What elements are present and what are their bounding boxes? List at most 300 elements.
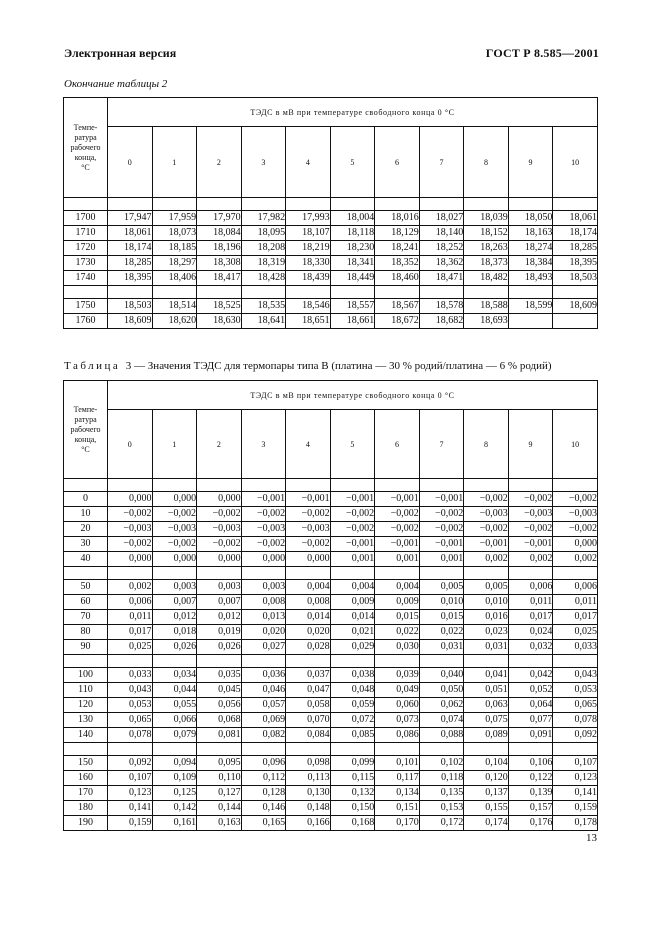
spacer-cell (419, 198, 464, 211)
spacer-cell (286, 286, 331, 299)
temperature-header-text: Темпе- ратура рабочего конца, °С (70, 404, 101, 454)
spacer-cell (419, 479, 464, 492)
emf-value-cell: 18,672 (375, 314, 420, 329)
emf-value-cell: 0,004 (375, 580, 420, 595)
temperature-cell: 1720 (64, 241, 108, 256)
column-header: 9 (508, 127, 553, 198)
emf-value-cell: 18,503 (553, 271, 598, 286)
emf-value-cell: 0,045 (197, 683, 242, 698)
emf-value-cell: 0,055 (152, 698, 197, 713)
spacer-cell (553, 655, 598, 668)
emf-value-cell: −0,002 (108, 507, 153, 522)
emf-value-cell: 0,005 (419, 580, 464, 595)
emf-value-cell: 0,174 (464, 816, 509, 831)
emf-value-cell: 18,095 (241, 226, 286, 241)
emf-value-cell: 0,107 (553, 756, 598, 771)
emf-value-cell: 0,022 (419, 625, 464, 640)
temperature-cell: 110 (64, 683, 108, 698)
emf-value-cell: 0,049 (375, 683, 420, 698)
emf-value-cell: 0,000 (152, 492, 197, 507)
emf-value-cell: −0,001 (508, 537, 553, 552)
spacer-cell (508, 286, 553, 299)
emf-value-cell: 0,139 (508, 786, 553, 801)
emf-value-cell: 0,072 (330, 713, 375, 728)
temperature-header-text: Темпе- ратура рабочего конца, °С (70, 122, 101, 172)
emf-value-cell: 0,052 (508, 683, 553, 698)
table-row (64, 625, 598, 640)
emf-value-cell: 0,024 (508, 625, 553, 640)
spacer-cell (64, 743, 108, 756)
emf-value-cell: 0,113 (286, 771, 331, 786)
emf-value-cell: −0,002 (330, 522, 375, 537)
column-header: 0 (108, 410, 153, 479)
temperature-cell: 1760 (64, 314, 108, 329)
column-header: 2 (197, 127, 242, 198)
emf-value-cell: 0,165 (241, 816, 286, 831)
spacer-cell (508, 479, 553, 492)
emf-value-cell: 0,017 (108, 625, 153, 640)
spacer-cell (286, 479, 331, 492)
spacer-cell (375, 286, 420, 299)
emf-value-cell: −0,001 (419, 492, 464, 507)
emf-value-cell: −0,002 (286, 507, 331, 522)
emf-value-cell: 0,058 (286, 698, 331, 713)
emf-value-cell: 0,170 (375, 816, 420, 831)
emf-value-cell: 0,123 (108, 786, 153, 801)
emf-value-cell: 0,009 (330, 595, 375, 610)
emf-value-cell: 18,174 (108, 241, 153, 256)
emf-value-cell: 0,025 (108, 640, 153, 655)
emf-value-cell: 0,120 (464, 771, 509, 786)
emf-value-cell: 0,088 (419, 728, 464, 743)
emf-value-cell: 0,065 (553, 698, 598, 713)
emf-span-header: ТЭДС в мВ при температуре свободного конца 0 °С (108, 98, 598, 127)
spacer-cell (508, 743, 553, 756)
emf-value-cell: 0,075 (464, 713, 509, 728)
emf-value-cell: 0,046 (241, 683, 286, 698)
emf-value-cell: 18,285 (108, 256, 153, 271)
spacer-cell (330, 198, 375, 211)
emf-value-cell: 18,004 (330, 211, 375, 226)
emf-value-cell: 0,016 (464, 610, 509, 625)
emf-value-cell: 18,417 (197, 271, 242, 286)
table-row (64, 713, 598, 728)
spacer-cell (330, 743, 375, 756)
temperature-cell: 1700 (64, 211, 108, 226)
spacer-cell (330, 567, 375, 580)
emf-value-cell: −0,001 (375, 537, 420, 552)
emf-value-cell: 18,525 (197, 299, 242, 314)
emf-value-cell: 0,153 (419, 801, 464, 816)
emf-value-cell: 18,578 (419, 299, 464, 314)
emf-value-cell: 0,020 (286, 625, 331, 640)
spacer-cell (330, 286, 375, 299)
table-row (64, 211, 598, 226)
emf-value-cell: 0,038 (330, 668, 375, 683)
emf-value-cell: 0,017 (553, 610, 598, 625)
emf-value-cell: 0,053 (553, 683, 598, 698)
emf-value-cell: 18,308 (197, 256, 242, 271)
emf-value-cell: 0,095 (197, 756, 242, 771)
temperature-cell: 60 (64, 595, 108, 610)
emf-value-cell: 18,406 (152, 271, 197, 286)
emf-value-cell: −0,003 (286, 522, 331, 537)
spacer-cell (64, 198, 108, 211)
emf-value-cell: 0,150 (330, 801, 375, 816)
column-header: 7 (419, 410, 464, 479)
emf-value-cell: 0,092 (108, 756, 153, 771)
emf-value-cell: 0,036 (241, 668, 286, 683)
emf-value-cell: 0,115 (330, 771, 375, 786)
emf-value-cell: 0,159 (553, 801, 598, 816)
emf-value-cell: −0,001 (330, 537, 375, 552)
group-spacer-row (64, 567, 598, 580)
emf-value-cell: 0,030 (375, 640, 420, 655)
temperature-cell: 180 (64, 801, 108, 816)
table2-emf-values (63, 97, 598, 329)
emf-value-cell: 18,693 (464, 314, 509, 329)
column-header: 8 (464, 127, 509, 198)
emf-value-cell: 0,057 (241, 698, 286, 713)
page-number: 13 (586, 832, 597, 844)
emf-value-cell: 18,084 (197, 226, 242, 241)
emf-value-cell: 18,107 (286, 226, 331, 241)
spacer-cell (508, 655, 553, 668)
emf-value-cell: 18,620 (152, 314, 197, 329)
emf-value-cell: 0,059 (330, 698, 375, 713)
column-header: 3 (241, 410, 286, 479)
table-row (64, 522, 598, 537)
emf-value-cell: 18,609 (108, 314, 153, 329)
emf-value-cell: 0,031 (464, 640, 509, 655)
temperature-cell: 10 (64, 507, 108, 522)
emf-value-cell: 18,439 (286, 271, 331, 286)
table-row (64, 507, 598, 522)
emf-value-cell: 0,010 (464, 595, 509, 610)
emf-value-cell: 0,000 (152, 552, 197, 567)
temperature-cell: 0 (64, 492, 108, 507)
emf-value-cell: 17,970 (197, 211, 242, 226)
temperature-column-header (64, 98, 108, 198)
emf-value-cell: 0,017 (508, 610, 553, 625)
table2-continuation-caption: Окончание таблицы 2 (64, 78, 168, 90)
emf-value-cell: 18,330 (286, 256, 331, 271)
emf-value-cell: 0,003 (197, 580, 242, 595)
table-row (64, 226, 598, 241)
emf-value-cell: 0,084 (286, 728, 331, 743)
spacer-cell (508, 567, 553, 580)
temperature-cell: 80 (64, 625, 108, 640)
emf-value-cell: −0,003 (553, 507, 598, 522)
group-spacer-row (64, 479, 598, 492)
emf-value-cell: 0,168 (330, 816, 375, 831)
spacer-cell (286, 198, 331, 211)
column-header: 10 (553, 410, 598, 479)
table-row (64, 728, 598, 743)
group-spacer-row (64, 743, 598, 756)
emf-value-cell: 0,001 (330, 552, 375, 567)
emf-value-cell: 0,060 (375, 698, 420, 713)
emf-value-cell: 0,068 (197, 713, 242, 728)
spacer-cell (152, 479, 197, 492)
spacer-cell (152, 743, 197, 756)
emf-value-cell: 0,107 (108, 771, 153, 786)
emf-value-cell: 0,064 (508, 698, 553, 713)
temperature-cell: 40 (64, 552, 108, 567)
emf-value-cell: −0,002 (464, 522, 509, 537)
emf-value-cell: −0,002 (152, 507, 197, 522)
temperature-cell: 150 (64, 756, 108, 771)
emf-value-cell: 0,006 (508, 580, 553, 595)
table-row (64, 786, 598, 801)
emf-value-cell: 0,151 (375, 801, 420, 816)
temperature-cell: 130 (64, 713, 108, 728)
emf-value-cell: 0,010 (419, 595, 464, 610)
emf-value-cell: 0,128 (241, 786, 286, 801)
spacer-cell (108, 743, 153, 756)
emf-value-cell: 0,011 (108, 610, 153, 625)
emf-value-cell: 0,035 (197, 668, 242, 683)
spacer-cell (464, 479, 509, 492)
emf-value-cell: 0,027 (241, 640, 286, 655)
temperature-cell: 1750 (64, 299, 108, 314)
emf-value-cell: −0,002 (241, 537, 286, 552)
emf-value-cell: 0,078 (553, 713, 598, 728)
emf-value-cell: 18,185 (152, 241, 197, 256)
emf-value-cell: 0,000 (286, 552, 331, 567)
spacer-cell (241, 567, 286, 580)
emf-value-cell: 0,141 (553, 786, 598, 801)
emf-value-cell: 0,033 (108, 668, 153, 683)
table3-caption-text: 3 — Значения ТЭДС для термопары типа В (платина — 30 % родий/платина — 6 % родий) (125, 360, 552, 372)
emf-value-cell: 0,015 (375, 610, 420, 625)
spacer-cell (419, 743, 464, 756)
emf-value-cell: 0,106 (508, 756, 553, 771)
emf-value-cell: 0,000 (197, 552, 242, 567)
column-header: 9 (508, 410, 553, 479)
table-row (64, 537, 598, 552)
temperature-cell: 70 (64, 610, 108, 625)
emf-value-cell: 0,157 (508, 801, 553, 816)
emf-value-cell: 0,085 (330, 728, 375, 743)
spacer-cell (553, 479, 598, 492)
table-row (64, 299, 598, 314)
emf-value-cell: 0,023 (464, 625, 509, 640)
spacer-cell (464, 286, 509, 299)
spacer-cell (286, 743, 331, 756)
spacer-cell (553, 198, 598, 211)
table-row (64, 756, 598, 771)
spacer-cell (197, 479, 242, 492)
emf-value-cell: 0,144 (197, 801, 242, 816)
emf-value-cell: 0,074 (419, 713, 464, 728)
emf-value-cell: −0,001 (286, 492, 331, 507)
emf-value-cell: 0,007 (152, 595, 197, 610)
table3-caption (64, 360, 552, 372)
emf-value-cell: 18,118 (330, 226, 375, 241)
emf-value-cell: 0,094 (152, 756, 197, 771)
group-spacer-row (64, 198, 598, 211)
emf-value-cell: −0,002 (241, 507, 286, 522)
emf-value-cell: 0,073 (375, 713, 420, 728)
spacer-cell (375, 567, 420, 580)
emf-value-cell: 0,039 (375, 668, 420, 683)
emf-value-cell: −0,001 (419, 537, 464, 552)
emf-value-cell: 18,061 (553, 211, 598, 226)
column-header: 2 (197, 410, 242, 479)
emf-value-cell: 18,557 (330, 299, 375, 314)
emf-value-cell: 0,006 (553, 580, 598, 595)
table-row (64, 801, 598, 816)
emf-value-cell: 18,588 (464, 299, 509, 314)
emf-value-cell: 18,599 (508, 299, 553, 314)
emf-value-cell: 18,039 (464, 211, 509, 226)
emf-value-cell: 0,092 (553, 728, 598, 743)
emf-value-cell: 18,252 (419, 241, 464, 256)
emf-value-cell: −0,001 (330, 492, 375, 507)
emf-value-cell: 0,078 (108, 728, 153, 743)
emf-value-cell: 0,077 (508, 713, 553, 728)
emf-value-cell: 18,460 (375, 271, 420, 286)
emf-value-cell: −0,002 (197, 537, 242, 552)
emf-value-cell: 0,032 (508, 640, 553, 655)
emf-value-cell: 0,176 (508, 816, 553, 831)
emf-value-cell: 0,118 (419, 771, 464, 786)
emf-value-cell: 0,172 (419, 816, 464, 831)
emf-value-cell: 0,051 (464, 683, 509, 698)
emf-value-cell: 0,069 (241, 713, 286, 728)
emf-value-cell: 0,021 (330, 625, 375, 640)
spacer-cell (108, 286, 153, 299)
emf-value-cell: 0,011 (553, 595, 598, 610)
emf-value-cell: −0,003 (241, 522, 286, 537)
emf-value-cell: 0,000 (197, 492, 242, 507)
spacer-cell (64, 479, 108, 492)
emf-value-cell: 18,152 (464, 226, 509, 241)
emf-value-cell: 0,101 (375, 756, 420, 771)
spacer-cell (197, 198, 242, 211)
header-standard-code: ГОСТ Р 8.585—2001 (485, 46, 599, 60)
emf-value-cell: 0,091 (508, 728, 553, 743)
emf-value-cell: 0,122 (508, 771, 553, 786)
emf-value-cell: 18,535 (241, 299, 286, 314)
emf-value-cell: −0,003 (152, 522, 197, 537)
table-row (64, 610, 598, 625)
spacer-cell (108, 655, 153, 668)
column-header: 5 (330, 410, 375, 479)
emf-value-cell: 18,016 (375, 211, 420, 226)
emf-value-cell: 18,196 (197, 241, 242, 256)
emf-value-cell: −0,002 (197, 507, 242, 522)
temperature-cell: 1740 (64, 271, 108, 286)
spacer-cell (241, 479, 286, 492)
emf-value-cell: 0,026 (197, 640, 242, 655)
spacer-cell (464, 198, 509, 211)
spacer-cell (152, 567, 197, 580)
table-row (64, 668, 598, 683)
emf-value-cell: −0,002 (508, 492, 553, 507)
emf-value-cell: 18,641 (241, 314, 286, 329)
column-header: 1 (152, 127, 197, 198)
emf-value-cell: 0,025 (553, 625, 598, 640)
emf-value-cell: 0,007 (197, 595, 242, 610)
column-header: 6 (375, 127, 420, 198)
emf-value-cell: −0,002 (464, 492, 509, 507)
temperature-cell: 20 (64, 522, 108, 537)
emf-value-cell: −0,002 (108, 537, 153, 552)
emf-value-cell: −0,002 (375, 522, 420, 537)
emf-value-cell: 18,263 (464, 241, 509, 256)
emf-value-cell: 18,230 (330, 241, 375, 256)
emf-value-cell: 17,947 (108, 211, 153, 226)
emf-value-cell: −0,002 (286, 537, 331, 552)
spacer-cell (241, 198, 286, 211)
spacer-cell (64, 286, 108, 299)
emf-value-cell: 0,161 (152, 816, 197, 831)
emf-value-cell: 0,053 (108, 698, 153, 713)
emf-value-cell: 0,050 (419, 683, 464, 698)
emf-value-cell: 18,428 (241, 271, 286, 286)
spacer-cell (419, 567, 464, 580)
emf-value-cell: 0,117 (375, 771, 420, 786)
emf-value-cell: 18,651 (286, 314, 331, 329)
spacer-cell (330, 479, 375, 492)
emf-value-cell: 0,112 (241, 771, 286, 786)
emf-value-cell: 18,140 (419, 226, 464, 241)
emf-value-cell: 0,127 (197, 786, 242, 801)
table-row (64, 492, 598, 507)
spacer-cell (197, 567, 242, 580)
emf-value-cell: 0,141 (108, 801, 153, 816)
spacer-cell (64, 567, 108, 580)
spacer-cell (553, 286, 598, 299)
emf-value-cell: 0,004 (286, 580, 331, 595)
emf-value-cell: 0,089 (464, 728, 509, 743)
emf-value-cell: 17,993 (286, 211, 331, 226)
spacer-cell (286, 655, 331, 668)
emf-value-cell: −0,001 (375, 492, 420, 507)
temperature-column-header (64, 381, 108, 479)
emf-value-cell: 18,395 (108, 271, 153, 286)
emf-value-cell: 18,546 (286, 299, 331, 314)
emf-value-cell: 18,609 (553, 299, 598, 314)
emf-value-cell: 0,155 (464, 801, 509, 816)
spacer-cell (241, 743, 286, 756)
column-header: 4 (286, 410, 331, 479)
emf-value-cell: 0,130 (286, 786, 331, 801)
emf-value-cell: 0,020 (241, 625, 286, 640)
emf-value-cell: 0,009 (375, 595, 420, 610)
emf-value-cell: 0,031 (419, 640, 464, 655)
emf-value-cell: 18,050 (508, 211, 553, 226)
emf-value-cell: −0,002 (508, 522, 553, 537)
emf-value-cell: 0,002 (464, 552, 509, 567)
emf-value-cell: 0,163 (197, 816, 242, 831)
emf-value-cell: 0,008 (286, 595, 331, 610)
emf-value-cell: 18,471 (419, 271, 464, 286)
emf-value-cell: 0,005 (464, 580, 509, 595)
spacer-cell (108, 198, 153, 211)
emf-value-cell: 0,166 (286, 816, 331, 831)
spacer-cell (553, 743, 598, 756)
emf-value-cell: 0,065 (108, 713, 153, 728)
emf-value-cell: 0,022 (375, 625, 420, 640)
spacer-cell (241, 286, 286, 299)
emf-value-cell: 0,044 (152, 683, 197, 698)
emf-value-cell: −0,003 (108, 522, 153, 537)
table-row (64, 698, 598, 713)
emf-value-cell: −0,002 (553, 522, 598, 537)
